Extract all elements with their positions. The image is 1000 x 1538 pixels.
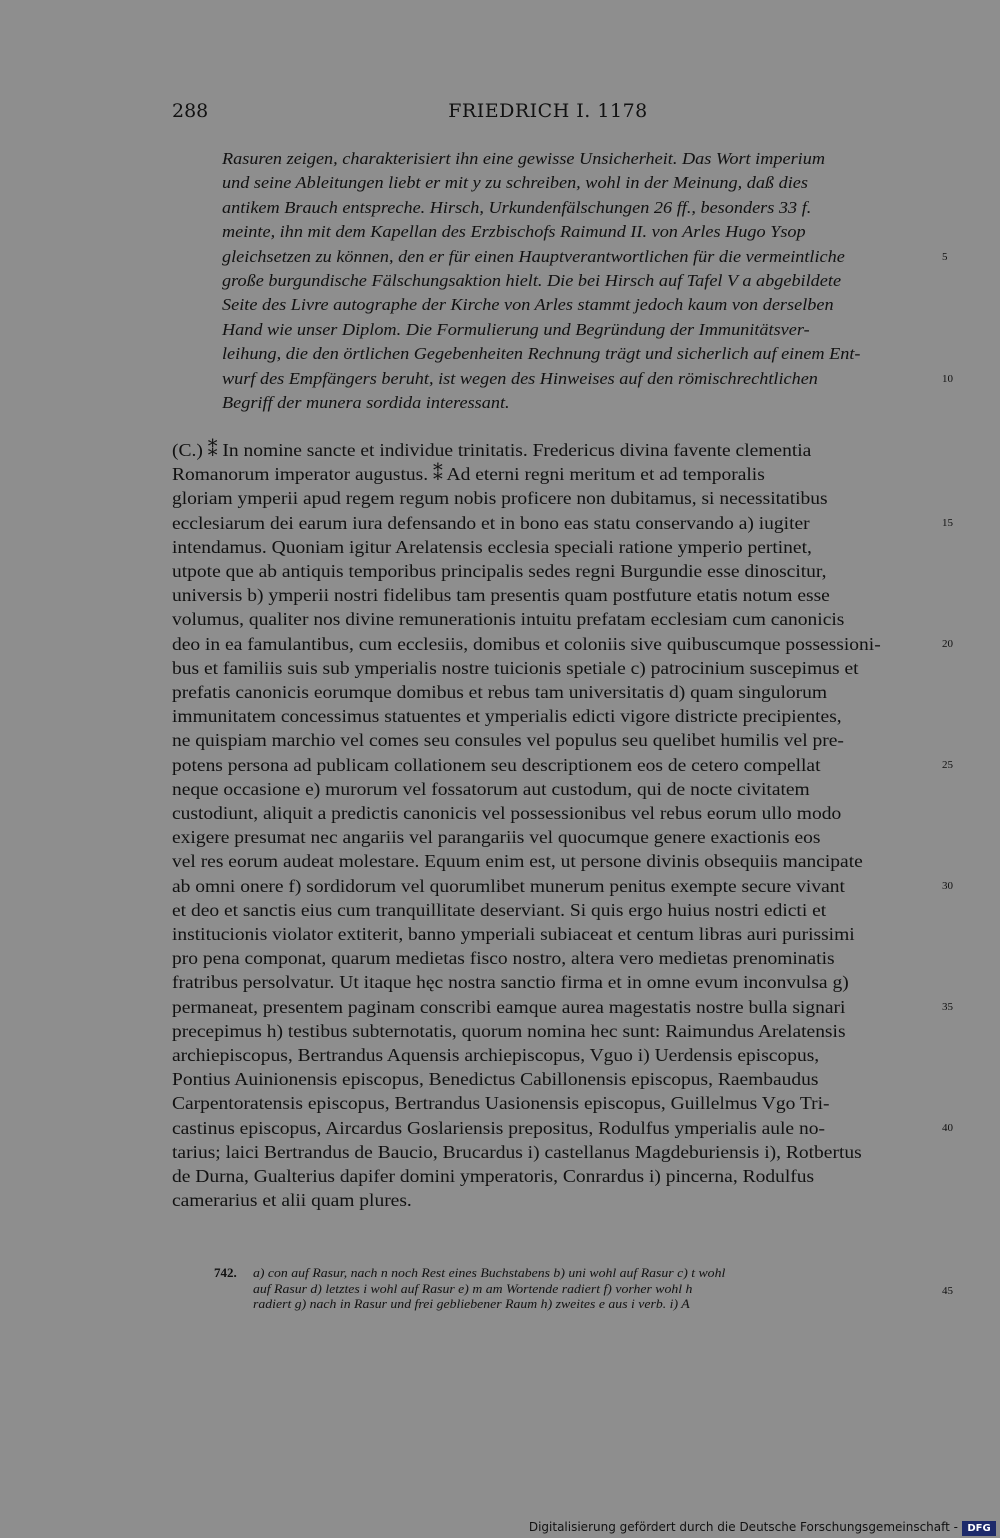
intro-line: meinte, ihn mit dem Kapellan des Erzbischofs Raimund II. von Arles Hugo Ysop	[222, 222, 806, 242]
intro-line: und seine Ableitungen liebt er mit y zu schreiben, wohl in der Meinung, daß dies	[222, 173, 808, 193]
intro-line: Begriff der munera sordida interessant.	[222, 393, 510, 412]
main-line: institucionis violator extiterit, banno ymperiali subiaceat et centum libras auri purissimi	[172, 924, 855, 944]
notes-line: a) con auf Rasur, nach n noch Rest eines Buchstabens b) uni wohl auf Rasur c) t wohl	[253, 1265, 726, 1280]
main-line: (C.) ⁑ In nomine sancte et individue trinitatis. Fredericus divina favente clementia	[172, 440, 812, 460]
main-line: custodiunt, aliquit a predictis canonicis vel possessionibus vel rebus eorum ullo modo	[172, 803, 842, 823]
main-line: tarius; laici Bertrandus de Baucio, Brucardus i) castellanus Magdeburiensis i), Rotbertus	[172, 1141, 862, 1162]
intro-line: Hand wie unser Diplom. Die Formulierung und Begründung der Immunitätsver-	[222, 319, 810, 339]
main-line: de Durna, Gualterius dapifer domini ymperatoris, Conrardus i) pincerna, Rodulfus	[172, 1166, 815, 1186]
main-line: permaneat, presentem paginam conscribi eamque aurea magestatis nostre bulla signari	[172, 996, 846, 1017]
main-line: ne quispiam marchio vel comes seu consules vel populus seu quelibet humilis vel pre-	[172, 730, 844, 751]
main-line: bus et familiis suis sub ymperialis nostre tuicionis spetiale c) patrocinium suscepimus et	[172, 657, 859, 678]
line-number: 20	[942, 637, 953, 650]
main-line: universis b) ymperii nostri fidelibus tam presentis quam postfuture etatis notum esse	[172, 585, 830, 606]
main-line: ecclesiarum dei earum iura defensando et in bono eas statu conservando a) iugiter	[172, 512, 810, 533]
running-title: FRIEDRICH I. 1178	[448, 100, 648, 122]
main-line: gloriam ymperii apud regem regum nobis proficere non dubitamus, si necessitatibus	[172, 488, 828, 509]
line-number: 30	[942, 879, 953, 892]
main-line: neque occasione e) murorum vel fossatorum aut custodum, qui de nocte civitatem	[172, 778, 810, 799]
main-line: archiepiscopus, Bertrandus Aquensis archiepiscopus, Vguo i) Uerdensis episcopus,	[172, 1045, 820, 1065]
main-line: exigere presumat nec angariis vel parangariis vel quocumque genere exactionis eos	[172, 827, 821, 848]
main-line: et deo et sanctis eius cum tranquillitate deserviant. Si quis ergo huius nostri edicti et	[172, 899, 827, 920]
line-number: 25	[942, 758, 953, 771]
notes-line: auf Rasur d) letztes i wohl auf Rasur e) m am Wortende radiert f) vorher wohl h	[253, 1280, 693, 1296]
main-line: volumus, qualiter nos divine remunerationis intuitu prefatam ecclesiam cum canonicis	[172, 609, 845, 630]
main-line: pro pena componat, quarum medietas fisco nostro, altera vero medietas prenominatis	[172, 948, 835, 969]
digitization-footer	[0, 1519, 1000, 1538]
main-line: prefatis canonicis eorumque domibus et rebus tam universitatis d) quam singulorum	[172, 682, 828, 702]
line-number: 45	[942, 1284, 953, 1297]
main-line: vel res eorum audeat molestare. Equum enim est, ut persone divinis obsequiis mancipate	[172, 851, 863, 872]
line-number: 35	[942, 1000, 953, 1013]
main-line: camerarius et alii quam plures.	[172, 1190, 412, 1211]
main-line: potens persona ad publicam collationem seu descriptionem eos de cetero compellat	[172, 754, 821, 775]
dfg-logo: DFG	[962, 1521, 996, 1536]
intro-line: Seite des Livre autographe der Kirche von Arles stammt jedoch kaum von derselben	[222, 295, 834, 315]
notes-line: radiert g) nach in Rasur und frei gebliebener Raum h) zweites e aus i verb. i) A	[253, 1296, 690, 1311]
funding-notice: Digitalisierung gefördert durch die Deutsche Forschungsgemeinschaft -	[528, 1520, 958, 1534]
page-header	[172, 100, 924, 130]
line-number: 10	[942, 372, 953, 385]
main-line: intendamus. Quoniam igitur Arelatensis ecclesia speciali ratione ymperio pertinet,	[172, 536, 812, 557]
main-line: castinus episcopus, Aircardus Goslariensis prepositus, Rodulfus ymperialis aule no-	[172, 1117, 825, 1138]
main-line: Romanorum imperator augustus. ⁑ Ad eterni regni meritum et ad temporalis	[172, 464, 765, 485]
main-line: deo in ea famulantibus, cum ecclesiis, domibus et coloniis sive quibuscumque possessioni-	[172, 633, 881, 654]
main-line: ab omni onere f) sordidorum vel quorumlibet munerum penitus exempte secure vivant	[172, 875, 845, 896]
main-line: utpote que ab antiquis temporibus principalis sedes regni Burgundie esse dinoscitur,	[172, 561, 827, 581]
page-number: 288	[172, 100, 209, 122]
intro-line: Rasuren zeigen, charakterisiert ihn eine gewisse Unsicherheit. Das Wort imperium	[222, 149, 826, 168]
main-line: precepimus h) testibus subternotatis, quorum nomina hec sunt: Raimundus Arelatensis	[172, 1020, 846, 1041]
intro-line: gleichsetzen zu können, den er für einen Hauptverantwortlichen für die vermeintliche	[222, 246, 845, 266]
line-number: 15	[942, 516, 953, 529]
main-line: immunitatem concessimus statuentes et ymperialis edicti vigore districte precipientes,	[172, 706, 842, 727]
line-number: 5	[942, 250, 948, 263]
intro-line: antikem Brauch entspreche. Hirsch, Urkundenfälschungen 26 ff., besonders 33 f.	[222, 197, 812, 217]
intro-line: große burgundische Fälschungsaktion hielt. Die bei Hirsch auf Tafel V a abgebildete	[222, 271, 842, 290]
intro-line: leihung, die den örtlichen Gegebenheiten Rechnung trägt und sicherlich auf einem Ent-	[222, 344, 861, 364]
line-number: 40	[942, 1121, 953, 1134]
main-line: fratribus persolvatur. Ut itaque hęc nostra sanctio firma et in omne evum inconvulsa g)	[172, 972, 849, 993]
main-line: Pontius Auinionensis episcopus, Benedictus Cabillonensis episcopus, Raembaudus	[172, 1069, 819, 1090]
document-number: 742.	[214, 1265, 237, 1280]
intro-line: wurf des Empfängers beruht, ist wegen des Hinweises auf den römischrechtlichen	[222, 368, 818, 388]
main-line: Carpentoratensis episcopus, Bertrandus Uasionensis episcopus, Guillelmus Vgo Tri-	[172, 1093, 830, 1114]
